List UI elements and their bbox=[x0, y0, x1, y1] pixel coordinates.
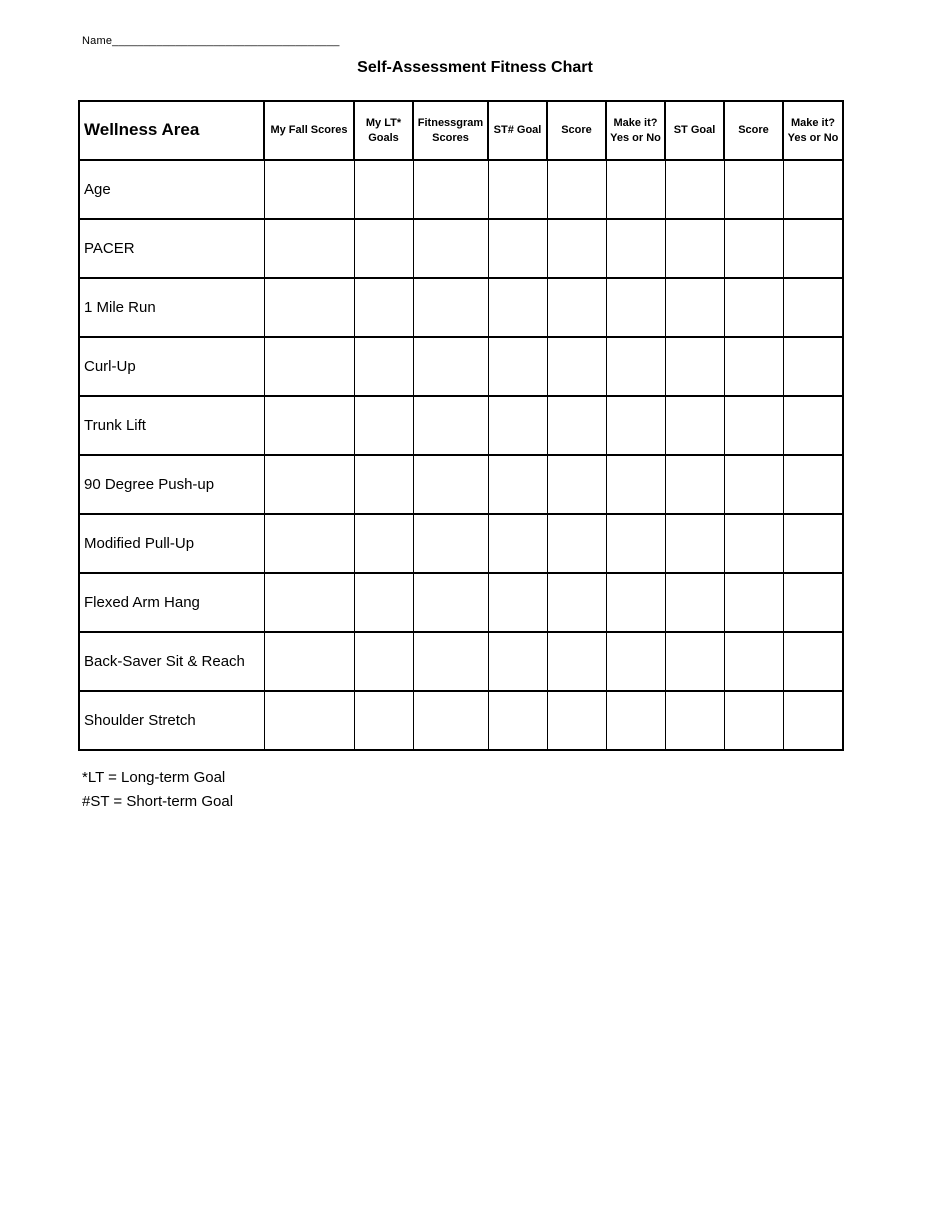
empty-cell[interactable] bbox=[488, 337, 547, 396]
empty-cell[interactable] bbox=[488, 278, 547, 337]
empty-cell[interactable] bbox=[547, 573, 606, 632]
table-row-age bbox=[79, 160, 843, 219]
column-header-st-goal-2: ST Goal bbox=[665, 101, 724, 160]
empty-cell[interactable] bbox=[724, 337, 783, 396]
empty-cell[interactable] bbox=[783, 455, 843, 514]
empty-cell[interactable] bbox=[264, 455, 354, 514]
empty-cell[interactable] bbox=[413, 514, 488, 573]
empty-cell[interactable] bbox=[413, 455, 488, 514]
empty-cell[interactable] bbox=[783, 396, 843, 455]
column-header-make-it-1: Make it? Yes or No bbox=[606, 101, 665, 160]
empty-cell[interactable] bbox=[783, 337, 843, 396]
empty-cell[interactable] bbox=[724, 514, 783, 573]
empty-cell[interactable] bbox=[606, 278, 665, 337]
row-label-trunk-lift: Trunk Lift bbox=[79, 396, 264, 455]
table-row-90-degree-push-up bbox=[79, 455, 843, 514]
empty-cell[interactable] bbox=[665, 691, 724, 750]
row-label-age: Age bbox=[79, 160, 264, 219]
name-label: Name bbox=[82, 35, 113, 47]
header-row bbox=[79, 101, 843, 160]
empty-cell[interactable] bbox=[354, 278, 413, 337]
empty-cell[interactable] bbox=[354, 632, 413, 691]
empty-cell[interactable] bbox=[606, 691, 665, 750]
empty-cell[interactable] bbox=[264, 337, 354, 396]
empty-cell[interactable] bbox=[783, 278, 843, 337]
empty-cell[interactable] bbox=[547, 337, 606, 396]
empty-cell[interactable] bbox=[547, 632, 606, 691]
row-label-modified-pull-up: Modified Pull-Up bbox=[79, 514, 264, 573]
empty-cell[interactable] bbox=[606, 219, 665, 278]
empty-cell[interactable] bbox=[488, 160, 547, 219]
column-header-score-1: Score bbox=[547, 101, 606, 160]
empty-cell[interactable] bbox=[783, 514, 843, 573]
empty-cell[interactable] bbox=[264, 691, 354, 750]
empty-cell[interactable] bbox=[413, 396, 488, 455]
empty-cell[interactable] bbox=[264, 396, 354, 455]
empty-cell[interactable] bbox=[354, 691, 413, 750]
footnotes bbox=[82, 766, 233, 814]
table-row-1-mile-run bbox=[79, 278, 843, 337]
empty-cell[interactable] bbox=[724, 396, 783, 455]
empty-cell[interactable] bbox=[724, 219, 783, 278]
empty-cell[interactable] bbox=[547, 396, 606, 455]
table-row-shoulder-stretch bbox=[79, 691, 843, 750]
name-row bbox=[82, 35, 340, 47]
column-header-wellness-area: Wellness Area bbox=[79, 101, 264, 160]
empty-cell[interactable] bbox=[547, 514, 606, 573]
empty-cell[interactable] bbox=[783, 632, 843, 691]
empty-cell[interactable] bbox=[606, 573, 665, 632]
table-row-flexed-arm-hang bbox=[79, 573, 843, 632]
empty-cell[interactable] bbox=[724, 632, 783, 691]
table-row-trunk-lift bbox=[79, 396, 843, 455]
empty-cell[interactable] bbox=[488, 632, 547, 691]
empty-cell[interactable] bbox=[665, 278, 724, 337]
empty-cell[interactable] bbox=[264, 573, 354, 632]
empty-cell[interactable] bbox=[264, 160, 354, 219]
table-row-curl-up bbox=[79, 337, 843, 396]
empty-cell[interactable] bbox=[354, 514, 413, 573]
empty-cell[interactable] bbox=[413, 573, 488, 632]
empty-cell[interactable] bbox=[264, 278, 354, 337]
column-header-my-lt-goals: My LT* Goals bbox=[354, 101, 413, 160]
empty-cell[interactable] bbox=[354, 337, 413, 396]
empty-cell[interactable] bbox=[724, 278, 783, 337]
empty-cell[interactable] bbox=[488, 573, 547, 632]
empty-cell[interactable] bbox=[488, 455, 547, 514]
column-header-make-it-2: Make it? Yes or No bbox=[783, 101, 843, 160]
empty-cell[interactable] bbox=[413, 337, 488, 396]
empty-cell[interactable] bbox=[665, 455, 724, 514]
empty-cell[interactable] bbox=[665, 573, 724, 632]
table-row-back-saver-sit-reach bbox=[79, 632, 843, 691]
empty-cell[interactable] bbox=[413, 160, 488, 219]
column-header-my-fall-scores: My Fall Scores bbox=[264, 101, 354, 160]
empty-cell[interactable] bbox=[413, 691, 488, 750]
empty-cell[interactable] bbox=[354, 160, 413, 219]
empty-cell[interactable] bbox=[665, 219, 724, 278]
name-blank-line[interactable]: ____________________________________ bbox=[112, 35, 340, 47]
row-label-shoulder-stretch: Shoulder Stretch bbox=[79, 691, 264, 750]
empty-cell[interactable] bbox=[606, 632, 665, 691]
empty-cell[interactable] bbox=[354, 219, 413, 278]
empty-cell[interactable] bbox=[606, 455, 665, 514]
empty-cell[interactable] bbox=[606, 337, 665, 396]
empty-cell[interactable] bbox=[547, 219, 606, 278]
table-row-modified-pull-up bbox=[79, 514, 843, 573]
empty-cell[interactable] bbox=[547, 455, 606, 514]
fitness-chart-table bbox=[78, 100, 844, 751]
empty-cell[interactable] bbox=[665, 514, 724, 573]
empty-cell[interactable] bbox=[783, 219, 843, 278]
empty-cell[interactable] bbox=[354, 573, 413, 632]
empty-cell[interactable] bbox=[264, 632, 354, 691]
footnote-long-term: *LT = Long-term Goal bbox=[82, 769, 226, 786]
empty-cell[interactable] bbox=[547, 160, 606, 219]
row-label-back-saver-sit-reach: Back-Saver Sit & Reach bbox=[79, 632, 264, 691]
empty-cell[interactable] bbox=[665, 396, 724, 455]
row-label-90-degree-push-up: 90 Degree Push-up bbox=[79, 455, 264, 514]
column-header-fitnessgram-scores: Fitnessgram Scores bbox=[413, 101, 488, 160]
empty-cell[interactable] bbox=[413, 278, 488, 337]
footnote-short-term: #ST = Short-term Goal bbox=[82, 793, 234, 810]
empty-cell[interactable] bbox=[606, 514, 665, 573]
empty-cell[interactable] bbox=[354, 396, 413, 455]
row-label-flexed-arm-hang: Flexed Arm Hang bbox=[79, 573, 264, 632]
empty-cell[interactable] bbox=[413, 219, 488, 278]
empty-cell[interactable] bbox=[354, 455, 413, 514]
row-label-pacer: PACER bbox=[79, 219, 264, 278]
empty-cell[interactable] bbox=[724, 573, 783, 632]
empty-cell[interactable] bbox=[665, 337, 724, 396]
empty-cell[interactable] bbox=[665, 632, 724, 691]
empty-cell[interactable] bbox=[413, 632, 488, 691]
empty-cell[interactable] bbox=[724, 160, 783, 219]
empty-cell[interactable] bbox=[665, 160, 724, 219]
empty-cell[interactable] bbox=[606, 160, 665, 219]
empty-cell[interactable] bbox=[547, 691, 606, 750]
row-label-1-mile-run: 1 Mile Run bbox=[79, 278, 264, 337]
empty-cell[interactable] bbox=[783, 160, 843, 219]
empty-cell[interactable] bbox=[724, 455, 783, 514]
empty-cell[interactable] bbox=[724, 691, 783, 750]
row-label-curl-up: Curl-Up bbox=[79, 337, 264, 396]
empty-cell[interactable] bbox=[488, 691, 547, 750]
empty-cell[interactable] bbox=[606, 396, 665, 455]
empty-cell[interactable] bbox=[783, 573, 843, 632]
empty-cell[interactable] bbox=[488, 396, 547, 455]
column-header-st-goal-1: ST# Goal bbox=[488, 101, 547, 160]
empty-cell[interactable] bbox=[488, 219, 547, 278]
page-title: Self-Assessment Fitness Chart bbox=[357, 59, 593, 76]
column-header-score-2: Score bbox=[724, 101, 783, 160]
empty-cell[interactable] bbox=[488, 514, 547, 573]
empty-cell[interactable] bbox=[547, 278, 606, 337]
table-row-pacer bbox=[79, 219, 843, 278]
empty-cell[interactable] bbox=[783, 691, 843, 750]
empty-cell[interactable] bbox=[264, 514, 354, 573]
empty-cell[interactable] bbox=[264, 219, 354, 278]
